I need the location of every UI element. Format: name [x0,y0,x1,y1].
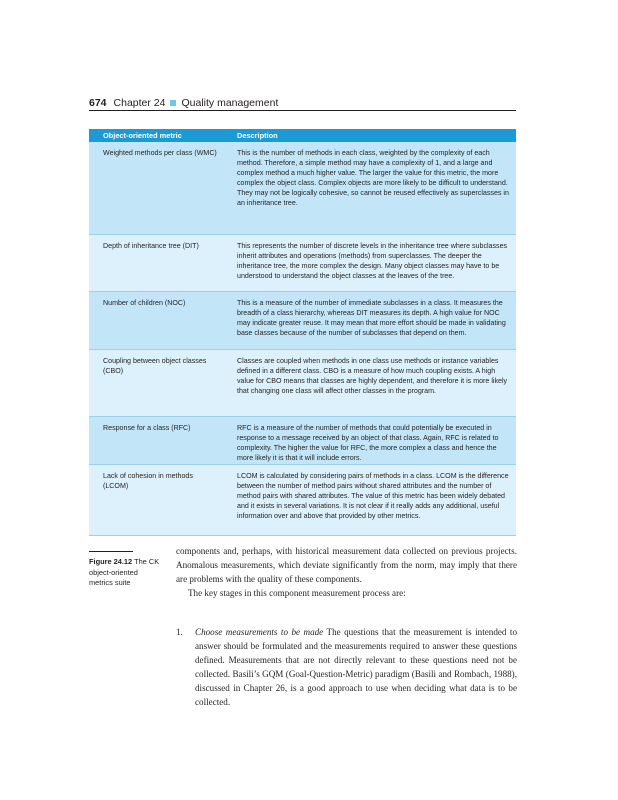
list-number: 1. [176,627,183,637]
figure-caption-text: The CK object-oriented metrics suite [89,557,160,587]
metric-description: Classes are coupled when methods in one class use methods or instance variables defined in a different class. CBO is a measure of how much coupling exists. A high value for CBO means that classes are highly dependent, and therefore it is more likely that changing one class will affect other classes in the program. [237,357,508,395]
metric-name: Weighted methods per class (WMC) [103,149,217,157]
caption-rule [89,551,133,552]
table-row [89,235,516,292]
paragraph: The key stages in this component measurement process are: [188,588,406,598]
header-rule [89,110,516,111]
table-row [89,350,516,417]
figure-caption [89,557,161,589]
metric-description: This is a measure of the number of immediate subclasses in a class. It measures the breadth of a class hierarchy, whereas DIT measures its depth. A high value for NOC may indicate greater reuse. It may mean that more effort should be made in validating base classes because of the number of subclasses that depend on them. [237,299,506,337]
list-item-title: Choose measurements to be made [195,627,324,637]
body-text [176,544,517,600]
chapter-title: Quality management [181,97,279,109]
metric-name: Depth of inheritance tree (DIT) [103,242,199,250]
table-row [89,465,516,536]
chapter-label: Chapter 24 [113,97,166,109]
metric-description: This is the number of methods in each class, weighted by the complexity of each method. Therefore, a simple method may have a complexity of 1, and a large and complex method a much higher value. The larger the value for this metric, the more complex the object class. Complex objects are more likely to be difficult to understand. They may not be logically cohesive, so cannot be reused effectively as superclasses in an inheritance tree. [237,149,509,207]
list-item [176,625,517,709]
metric-name: Response for a class (RFC) [103,424,191,432]
metrics-table [89,129,516,536]
metric-name: Number of children (NOC) [103,299,186,307]
column-header-metric: Object-oriented metric [103,131,182,140]
page-number: 674 [89,97,107,109]
list-item-text [195,625,517,709]
list-item-body: The questions that the measurement is intended to answer should be formulated and the measurements required to answer these questions defined. Measurements that are not directly relevant to these questions need not be collected. Basili’s GQM (Goal-Question-Metric) paradigm (Basili and Rombach, 1988), discussed in Chapter 26, is a good approach to use when deciding what data is to be collected. [195,627,518,707]
table-row [89,417,516,465]
table-row [89,292,516,350]
metric-name: Coupling between object classes (CBO) [103,357,207,375]
metric-name: Lack of cohesion in methods (LCOM) [103,472,193,490]
square-bullet-icon [170,100,176,106]
metric-description: LCOM is calculated by considering pairs of methods in a class. LCOM is the difference between the number of method pairs without shared attributes and the number of method pairs with shared attributes. The value of this metric has been widely debated and it exists in several variations. It is not clear if it really adds any additional, useful information over and above that provided by other metrics. [237,472,509,520]
table-header [89,129,516,142]
table-row [89,142,516,235]
paragraph: components and, perhaps, with historical measurement data collected on previous projects. Anomalous measurements, which deviate significantly from the norm, may imply that there are problems with the quality of these components. [176,546,517,584]
metric-description: This represents the number of discrete levels in the inheritance tree where subclasses inherit attributes and operations (methods) from superclasses. The deeper the inheritance tree, the more complex the design. Many object classes may have to be understood to understand the object classes at the leaves of the tree. [237,242,508,280]
column-header-description: Description [237,131,278,140]
running-header [89,96,516,110]
figure-label: Figure 24.12 [89,557,133,566]
metric-description: RFC is a measure of the number of methods that could potentially be executed in response to a message received by an object of that class. Again, RFC is related to complexity. The higher the value for RFC, the more complex a class and hence the more likely it is that it will include errors. [237,424,499,462]
table-body [89,142,516,536]
